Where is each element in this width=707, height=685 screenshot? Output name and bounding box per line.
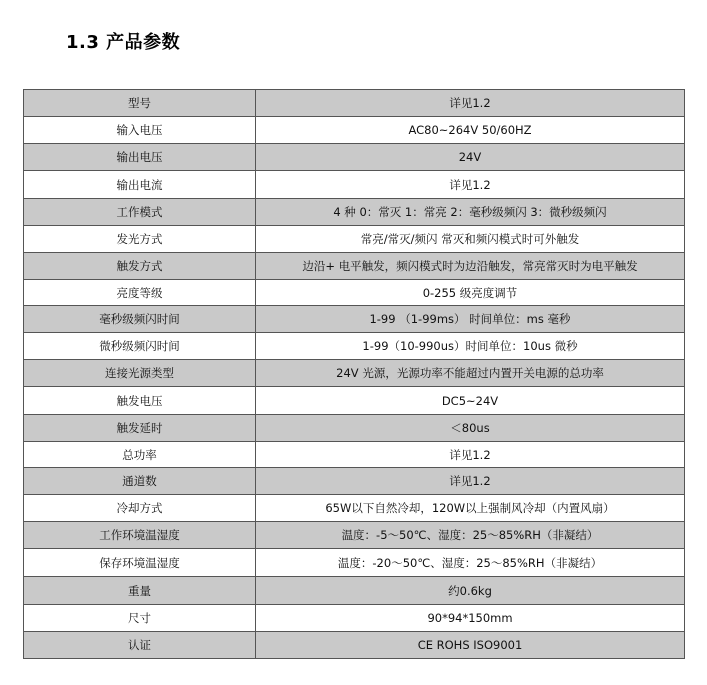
row-value: ＜80us bbox=[256, 415, 685, 442]
spec-table bbox=[23, 89, 685, 659]
row-value: AC80~264V 50/60HZ bbox=[256, 117, 685, 144]
table-row bbox=[24, 253, 685, 280]
table-row bbox=[24, 306, 685, 333]
table-row bbox=[24, 199, 685, 226]
table-row bbox=[24, 333, 685, 360]
row-label: 工作环境温湿度 bbox=[24, 522, 256, 549]
row-label: 触发延时 bbox=[24, 415, 256, 442]
row-label: 触发电压 bbox=[24, 387, 256, 415]
table-row bbox=[24, 522, 685, 549]
row-label: 工作模式 bbox=[24, 199, 256, 226]
table-row bbox=[24, 226, 685, 253]
row-label: 通道数 bbox=[24, 468, 256, 495]
row-value: 详见1.2 bbox=[256, 442, 685, 468]
table-row bbox=[24, 632, 685, 659]
row-label: 型号 bbox=[24, 90, 256, 117]
row-value: 详见1.2 bbox=[256, 468, 685, 495]
table-row bbox=[24, 360, 685, 387]
table-row bbox=[24, 171, 685, 199]
row-value: 常亮/常灭/频闪 常灭和频闪模式时可外触发 bbox=[256, 226, 685, 253]
row-label: 发光方式 bbox=[24, 226, 256, 253]
row-label: 输出电流 bbox=[24, 171, 256, 199]
table-row bbox=[24, 387, 685, 415]
section-title: 1.3 产品参数 bbox=[66, 32, 181, 53]
table-row bbox=[24, 442, 685, 468]
row-label: 总功率 bbox=[24, 442, 256, 468]
spec-table-body bbox=[24, 90, 685, 659]
row-value: 1-99 （1-99ms） 时间单位：ms 毫秒 bbox=[256, 306, 685, 333]
row-value: 详见1.2 bbox=[256, 90, 685, 117]
table-row bbox=[24, 90, 685, 117]
row-label: 亮度等级 bbox=[24, 280, 256, 306]
table-row bbox=[24, 144, 685, 171]
row-label: 微秒级频闪时间 bbox=[24, 333, 256, 360]
row-value: 详见1.2 bbox=[256, 171, 685, 199]
row-value: 90*94*150mm bbox=[256, 605, 685, 632]
table-row bbox=[24, 415, 685, 442]
row-value: DC5~24V bbox=[256, 387, 685, 415]
row-value: 24V 光源，光源功率不能超过内置开关电源的总功率 bbox=[256, 360, 685, 387]
row-label: 保存环境温湿度 bbox=[24, 549, 256, 577]
table-row bbox=[24, 577, 685, 605]
table-row bbox=[24, 117, 685, 144]
table-row bbox=[24, 468, 685, 495]
table-row bbox=[24, 549, 685, 577]
row-label: 连接光源类型 bbox=[24, 360, 256, 387]
row-label: 毫秒级频闪时间 bbox=[24, 306, 256, 333]
table-row bbox=[24, 495, 685, 522]
row-label: 冷却方式 bbox=[24, 495, 256, 522]
row-label: 输入电压 bbox=[24, 117, 256, 144]
row-value: 65W以下自然冷却，120W以上强制风冷却（内置风扇） bbox=[256, 495, 685, 522]
row-label: 重量 bbox=[24, 577, 256, 605]
row-value: 4 种 0：常灭 1：常亮 2：毫秒级频闪 3：微秒级频闪 bbox=[256, 199, 685, 226]
row-label: 认证 bbox=[24, 632, 256, 659]
row-value: 温度：-5～50℃、湿度：25～85%RH（非凝结） bbox=[256, 522, 685, 549]
row-label: 尺寸 bbox=[24, 605, 256, 632]
table-row bbox=[24, 280, 685, 306]
row-value: 约0.6kg bbox=[256, 577, 685, 605]
table-row bbox=[24, 605, 685, 632]
row-value: CE ROHS ISO9001 bbox=[256, 632, 685, 659]
row-value: 1-99（10-990us）时间单位：10us 微秒 bbox=[256, 333, 685, 360]
row-value: 24V bbox=[256, 144, 685, 171]
row-value: 边沿+ 电平触发，频闪模式时为边沿触发，常亮常灭时为电平触发 bbox=[256, 253, 685, 280]
row-label: 输出电压 bbox=[24, 144, 256, 171]
row-value: 温度：-20～50℃、湿度：25～85%RH（非凝结） bbox=[256, 549, 685, 577]
row-label: 触发方式 bbox=[24, 253, 256, 280]
row-value: 0-255 级亮度调节 bbox=[256, 280, 685, 306]
